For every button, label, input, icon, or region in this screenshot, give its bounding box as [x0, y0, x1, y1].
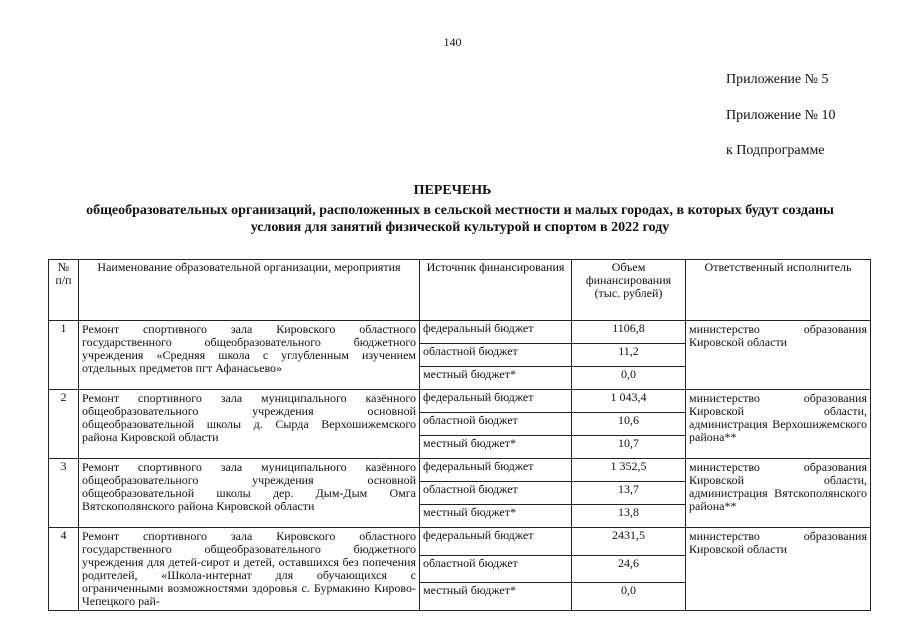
- funding-source: федеральный бюджет: [420, 528, 572, 556]
- row-number: 1: [49, 321, 79, 390]
- row-number: 3: [49, 459, 79, 528]
- funding-source: федеральный бюджет: [420, 459, 572, 482]
- funding-amount: 1 043,4: [572, 390, 686, 413]
- funding-amount: 13,7: [572, 482, 686, 505]
- funding-amount: 13,8: [572, 505, 686, 528]
- funding-source: местный бюджет*: [420, 367, 572, 390]
- funding-amount: 2431,5: [572, 528, 686, 556]
- row-executor: министерство образования Кировской области: [686, 321, 871, 390]
- row-name: Ремонт спортивного зала муниципального казённого общеобразовательного учреждения основной общеобразовательной школы д. Сырда Верхошижемского района Кировской области: [79, 390, 420, 459]
- funding-source: областной бюджет: [420, 555, 572, 583]
- funding-amount: 11,2: [572, 344, 686, 367]
- funding-source: местный бюджет*: [420, 505, 572, 528]
- funding-amount: 1106,8: [572, 321, 686, 344]
- header-num: № п/п: [49, 260, 79, 321]
- row-name: Ремонт спортивного зала муниципального казённого общеобразовательного учреждения основной общеобразовательной школы дер. Дым-Дым Омга Вятскополянского района Кировской области: [79, 459, 420, 528]
- table-row: [49, 459, 871, 482]
- row-executor: министерство образования Кировской области, администрация Вятскополянского района**: [686, 459, 871, 528]
- funding-amount: 10,6: [572, 413, 686, 436]
- appendix-line-3: к Подпрограмме: [726, 143, 825, 158]
- page-number: 140: [443, 35, 462, 49]
- appendix-line-2: Приложение № 10: [726, 108, 836, 123]
- table-row: [49, 390, 871, 413]
- header-source: Источник финансирования: [420, 260, 572, 321]
- funding-amount: 1 352,5: [572, 459, 686, 482]
- funding-amount: 10,7: [572, 436, 686, 459]
- row-executor: министерство образования Кировской области, администрация Верхошижемского района**: [686, 390, 871, 459]
- funding-amount: 0,0: [572, 583, 686, 611]
- funding-source: федеральный бюджет: [420, 390, 572, 413]
- row-number: 4: [49, 528, 79, 611]
- funding-source: местный бюджет*: [420, 436, 572, 459]
- funding-amount: 24,6: [572, 555, 686, 583]
- header-name: Наименование образовательной организации, мероприятия: [79, 260, 420, 321]
- appendix-line-1: Приложение № 5: [726, 72, 829, 87]
- row-number: 2: [49, 390, 79, 459]
- header-amount: Объем финансирования (тыс. рублей): [572, 260, 686, 321]
- row-name: Ремонт спортивного зала Кировского областного государственного общеобразовательного бюджетного учреждения для детей-сирот и детей, оставшихся без попечения родителей, «Школа-интернат для обучающихся с ограниченными возможностями здоровья с. Бурмакино Кирово-Чепецкого рай-: [79, 528, 420, 611]
- row-name: Ремонт спортивного зала Кировского областного государственного общеобразовательного бюджетного учреждения «Средняя школа с углубленным изучением отдельных предметов пгт Афанасьево»: [79, 321, 420, 390]
- funding-table: [48, 259, 871, 611]
- funding-source: областной бюджет: [420, 413, 572, 436]
- funding-source: областной бюджет: [420, 344, 572, 367]
- row-executor: министерство образования Кировской области: [686, 528, 871, 611]
- funding-source: федеральный бюджет: [420, 321, 572, 344]
- funding-source: местный бюджет*: [420, 583, 572, 611]
- funding-amount: 0,0: [572, 367, 686, 390]
- header-executor: Ответственный исполнитель: [686, 260, 871, 321]
- document-subtitle: общеобразовательных организаций, расположенных в сельской местности и малых городах, в которых будут созданы условия для занятий физической культурой и спортом в 2022 году: [86, 203, 834, 235]
- document-title: ПЕРЕЧЕНЬ: [413, 183, 492, 198]
- table-row: [49, 528, 871, 556]
- table-header-row: [49, 260, 871, 321]
- table-row: [49, 321, 871, 344]
- funding-source: областной бюджет: [420, 482, 572, 505]
